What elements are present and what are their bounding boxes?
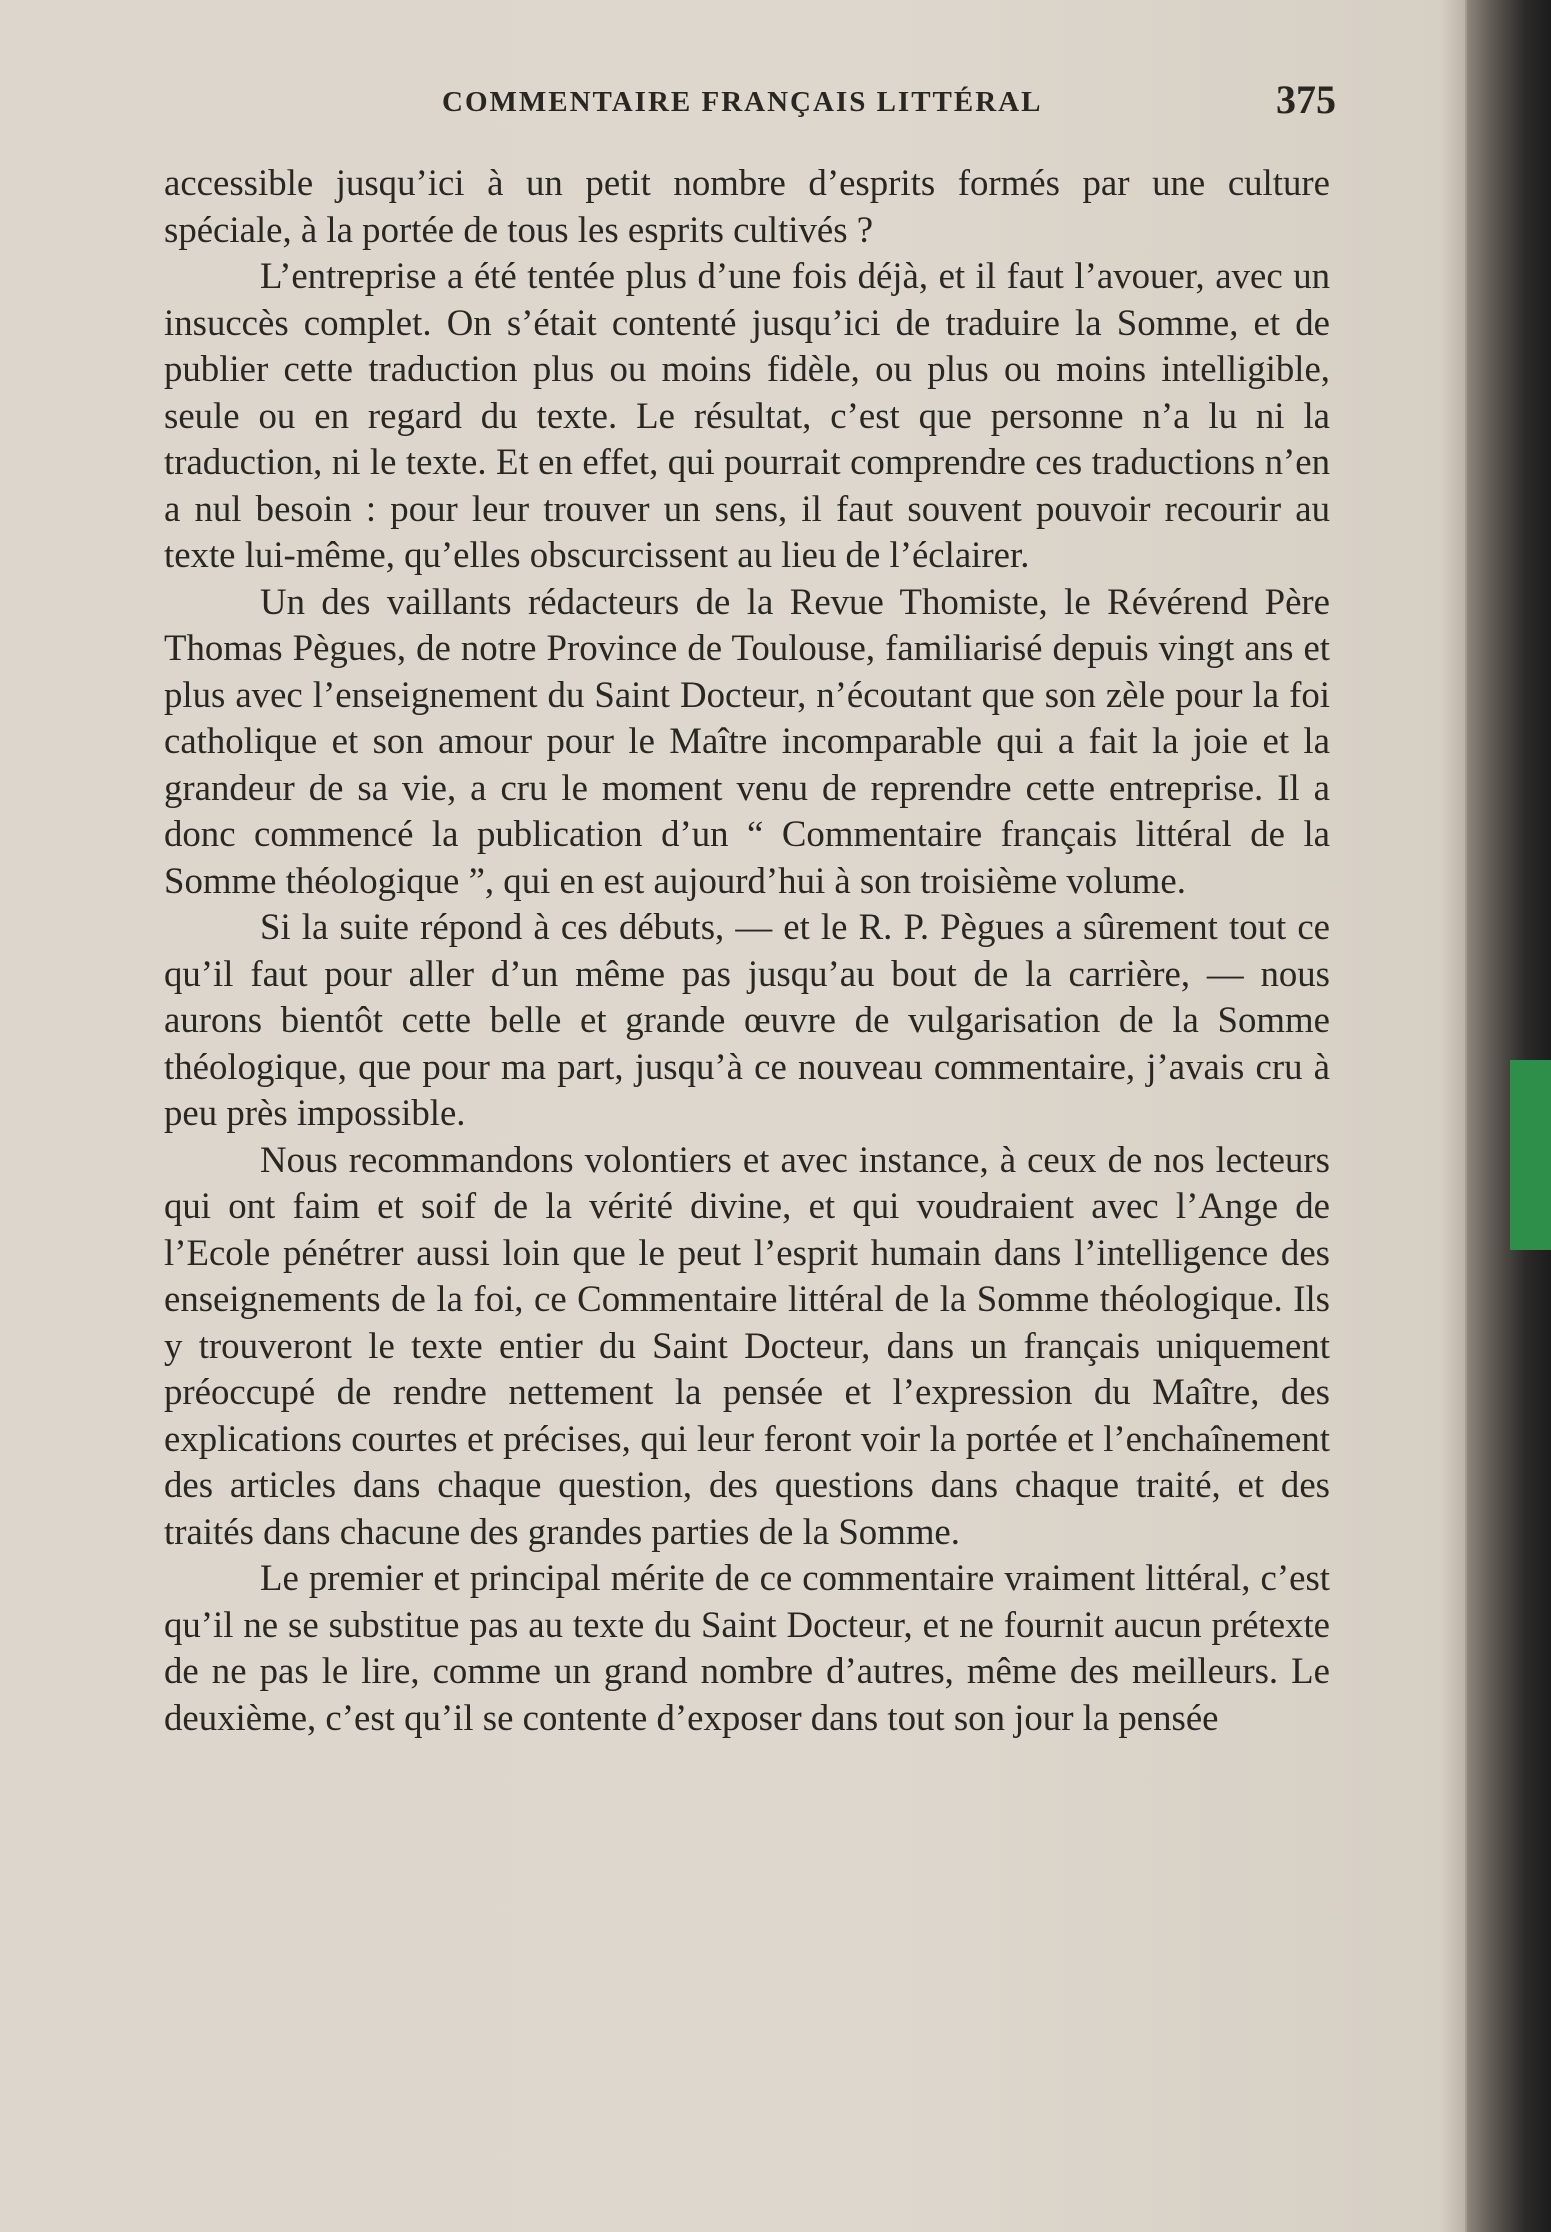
paragraph-1: accessible jusqu’ici à un petit nombre d’esprits formés par une culture spéciale, à la portée de tous les esprits cultivés ? [164, 162, 1330, 250]
page-header [160, 72, 1336, 132]
paragraph-5: Nous recommandons volontiers et avec instance, à ceux de nos lecteurs qui ont faim et soif de la vérité divine, et qui voudraient avec l’Ange de l’Ecole pénétrer aussi loin que le peut l’esprit humain dans l’intelligence des enseignements de la foi, ce Commentaire littéral de la Somme théologique. Ils y trouveront le texte entier du Saint Docteur, dans un français uniquement préoccupé de rendre nettement la pensée et l’expression du Maître, des explications courtes et précises, qui leur feront voir la portée et l’enchaînement des articles dans chaque question, des questions dans chaque traité, et des traités dans chacune des grandes parties de la Somme. [164, 1138, 1330, 1552]
paragraph-4: Si la suite répond à ces débuts, — et le R. P. Pègues a sûrement tout ce qu’il faut pour aller d’un même pas jusqu’au bout de la carrière, — nous aurons bientôt cette belle et grande œuvre de vulgarisation de la Somme théologique, que pour ma part, jusqu’à ce nouveau commentaire, j’avais cru à peu près impossible. [164, 906, 1330, 1133]
body-text [164, 160, 1330, 1741]
page-edge-shadow [1440, 0, 1470, 2232]
green-page-marker [1510, 1060, 1551, 1250]
paragraph-3: Un des vaillants rédacteurs de la Revue Thomiste, le Révérend Père Thomas Pègues, de notre Province de Toulouse, familiarisé depuis vingt ans et plus avec l’enseignement du Saint Docteur, n’écoutant que son zèle pour la foi catholique et son amour pour le Maître incomparable qui a fait la joie et la grandeur de sa vie, a cru le moment venu de reprendre cette entreprise. Il a donc commencé la publication d’un “ Commentaire français littéral de la Somme théologique ”, qui en est aujourd’hui à son troisième volume. [164, 580, 1330, 901]
paragraph-2: L’entreprise a été tentée plus d’une fois déjà, et il faut l’avouer, avec un insuccès complet. On s’était contenté jusqu’ici de traduire la Somme, et de publier cette traduction plus ou moins fidèle, ou plus ou moins intelligible, seule ou en regard du texte. Le résultat, c’est que personne n’a lu ni la traduction, ni le texte. Et en effet, qui pourrait comprendre ces traductions n’en a nul besoin : pour leur trouver un sens, il faut souvent pouvoir recourir au texte lui-même, qu’elles obscurcissent au lieu de l’éclairer. [164, 255, 1330, 575]
paragraph-6: Le premier et principal mérite de ce commentaire vraiment littéral, c’est qu’il ne se substitue pas au texte du Saint Docteur, et ne fournit aucun prétexte de ne pas le lire, comme un grand nombre d’autres, même des meilleurs. Le deuxième, c’est qu’il se contente d’exposer dans tout son jour la pensée [164, 1557, 1330, 1738]
page-number: 375 [1276, 77, 1336, 122]
running-title: COMMENTAIRE FRANÇAIS LITTÉRAL [442, 86, 1043, 118]
